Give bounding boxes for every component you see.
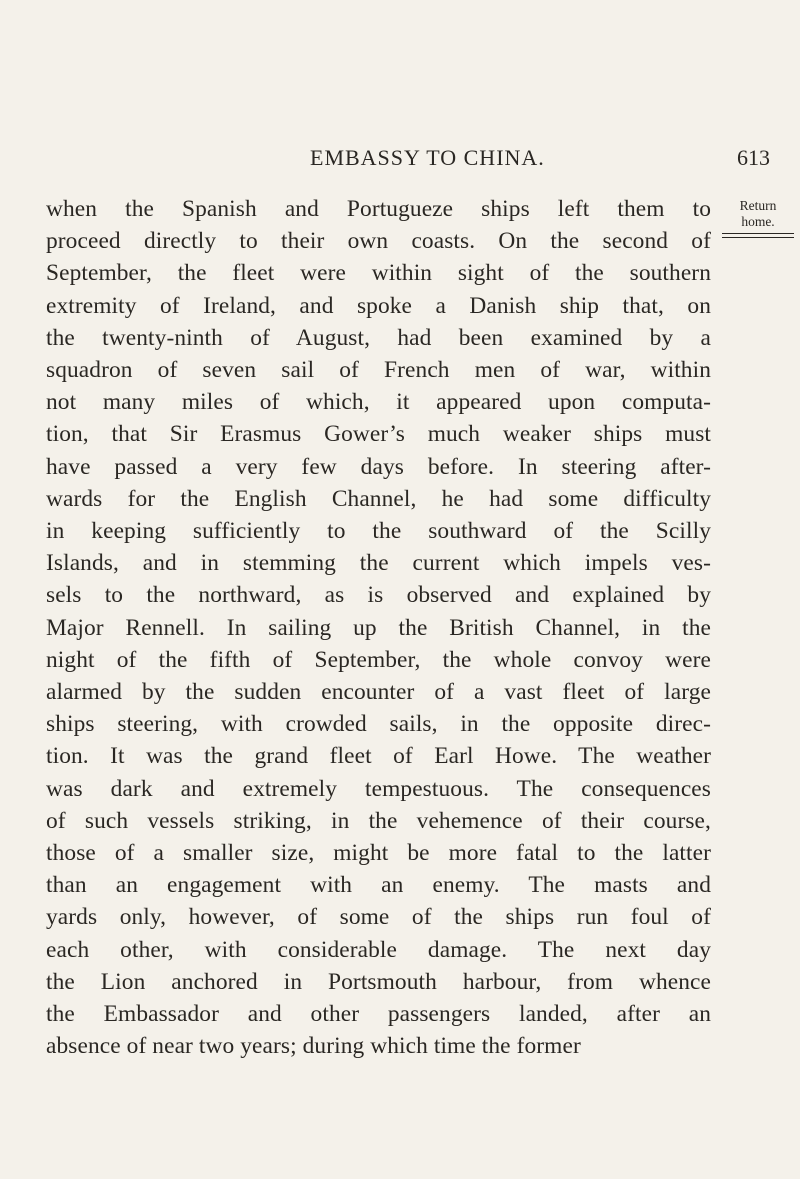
running-head: EMBASSY TO CHINA.	[310, 145, 545, 170]
margin-note	[722, 198, 794, 238]
text-line: when the Spanish and Portugueze ships left them to	[46, 196, 711, 222]
text-line: was dark and extremely tempestuous. The consequences	[46, 775, 711, 802]
page-header	[0, 145, 800, 175]
body-paragraph	[46, 193, 711, 1062]
margin-note-line-2: home.	[741, 214, 775, 229]
text-line: Major Rennell. In sailing up the British Channel, in the	[46, 614, 711, 641]
text-line: the twenty-ninth of August, had been examined by a	[46, 324, 711, 351]
text-line: of such vessels striking, in the vehemence of their course,	[46, 807, 711, 834]
text-line: tion. It was the grand fleet of Earl Howe. The weather	[46, 743, 711, 770]
text-line: night of the fifth of September, the whole convoy were	[46, 646, 711, 673]
text-line: ships steering, with crowded sails, in the opposite direc-	[46, 711, 711, 738]
text-line: in keeping sufficiently to the southward of the Scilly	[46, 518, 711, 545]
text-line: Islands, and in stemming the current which impels ves-	[46, 550, 711, 577]
text-line: extremity of Ireland, and spoke a Danish ship that, on	[46, 292, 711, 319]
text-line: each other, with considerable damage. The next day	[46, 936, 711, 963]
text-line: have passed a very few days before. In steering after-	[46, 453, 711, 480]
page-number: 613	[737, 145, 770, 170]
text-line: alarmed by the sudden encounter of a vast fleet of large	[46, 679, 711, 706]
text-line: wards for the English Channel, he had some difficulty	[46, 485, 711, 512]
text-line: the Lion anchored in Portsmouth harbour, from whence	[46, 968, 711, 995]
margin-note-line-1: Return	[739, 198, 777, 213]
text-line: tion, that Sir Erasmus Gower’s much weaker ships must	[46, 421, 711, 448]
text-line: September, the fleet were within sight of the southern	[46, 260, 711, 287]
text-line: squadron of seven sail of French men of war, within	[46, 357, 711, 384]
text-line: proceed directly to their own coasts. On the second of	[46, 228, 711, 255]
margin-note-rule	[722, 233, 794, 238]
text-line: the Embassador and other passengers landed, after an	[46, 1001, 711, 1028]
text-line: absence of near two years; during which time the former	[46, 1033, 581, 1060]
text-line: yards only, however, of some of the ships run foul of	[46, 904, 711, 931]
text-line: not many miles of which, it appeared upon computa-	[46, 389, 711, 416]
text-line: those of a smaller size, might be more fatal to the latter	[46, 840, 711, 867]
text-line: than an engagement with an enemy. The masts and	[46, 872, 711, 899]
text-line: sels to the northward, as is observed and explained by	[46, 582, 711, 609]
